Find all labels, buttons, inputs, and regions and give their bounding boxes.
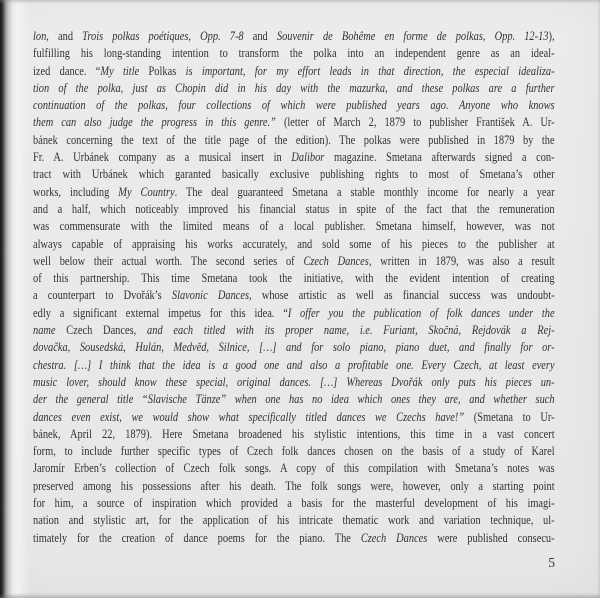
italic-text-run: tion of the polka, just as Chopin did in his day with the mazurka, and these polkas are a further (33, 79, 555, 95)
text-run: magazine. Smetana afterwards signed a con- (324, 149, 555, 165)
body-text (33, 27, 555, 546)
text-line (33, 200, 555, 217)
text-line (33, 217, 555, 234)
text-line (33, 235, 555, 252)
text-run: ), (548, 28, 555, 43)
text-run: , and (46, 28, 83, 43)
text-line (33, 269, 555, 286)
text-line (33, 408, 555, 425)
italic-text-run: name (33, 322, 67, 338)
text-line (33, 390, 555, 407)
text-line (33, 425, 555, 442)
text-run: Fr. A. Urbánek company as a musical insert in (33, 149, 292, 165)
text-line (33, 148, 555, 165)
italic-text-run: My Country (118, 183, 175, 199)
italic-text-run: Dalibor (291, 149, 325, 165)
text-line (33, 79, 555, 96)
text-run: Polkas (148, 62, 186, 78)
italic-text-run: Souvenir de Bohême en forme de polkas, Opp. 12-13 (276, 28, 549, 43)
text-line (33, 131, 555, 148)
text-run: , whose artistic as well as financial success was undoubt- (249, 287, 555, 303)
text-line (33, 113, 555, 130)
text-run: of this partnership. This time Smetana took the initiative, with the evident intention of creating (33, 270, 555, 286)
text-line (33, 477, 555, 494)
book-spine-shadow (0, 0, 30, 598)
text-run: bánek concerning the text of the title page of the edition). The polkas were published in 1879 by the (33, 131, 555, 147)
text-line (33, 338, 555, 355)
italic-text-run: lon (33, 28, 47, 43)
italic-text-run: I offer you the publication of folk dances under the (287, 304, 555, 320)
text-run: preserved among his possessions after his death. The folk songs were, however, only a starting point (33, 477, 555, 493)
text-run: were published consecu- (427, 529, 555, 545)
text-line (33, 459, 555, 476)
italic-text-run: music lover, should know these special, original dances. […] Whereas Dvořák only puts his pieces un- (33, 373, 555, 389)
text-run: fulfilling his long-standing intention to transform the polka into an independent genre as an ideal- (33, 45, 555, 61)
italic-text-run: My title (100, 62, 149, 78)
text-run: nation and stylistic art, for the application of his intricate thematic work and variation technique, ul- (33, 512, 555, 528)
text-run: always capable of appraising his works accurately, and sold some of his pieces to the publisher at (33, 235, 555, 251)
text-line (33, 529, 555, 546)
scan-edge-bottom (0, 593, 600, 598)
text-line (33, 96, 555, 113)
text-run: a counterpart to Dvořák’s (33, 287, 172, 303)
text-line (33, 44, 555, 61)
text-run: form, to include further specific types of Czech folk dances chosen on the basis of a study of Karel (33, 443, 555, 459)
italic-text-run: continuation of the polkas, four collections of which were published years ago. Anyone who knows (33, 97, 555, 113)
page-number: 5 (548, 555, 555, 570)
italic-text-run: Trois polkas poétiques, Opp. 7-8 (82, 28, 244, 43)
italic-text-run: is important, for my effort leads in that direction, the especial idealiza- (185, 62, 555, 78)
text-run: Czech Dances, (66, 322, 148, 338)
text-line (33, 27, 555, 44)
text-run: Jaromír Erben’s collection of Czech folk songs. A copy of this compilation with Smetana’s notes was (33, 460, 555, 476)
text-run: and (243, 28, 277, 43)
italic-text-run: Czech Dances (360, 529, 428, 545)
text-run: (letter of March 2, 1879 to publisher František A. Ur- (275, 114, 555, 130)
text-run: ized dance. “ (33, 62, 101, 78)
text-run: works, including (33, 183, 119, 199)
italic-text-run: them can also judge the progress in this genre.” (33, 114, 276, 130)
text-line (33, 442, 555, 459)
italic-text-run: Czech Dances (303, 252, 369, 268)
scan-edge-top (0, 0, 600, 4)
text-run: tract with Urbánek which garanted basically exclusive publishing rights to most of Smetana’s other (33, 166, 555, 182)
text-run: . The deal guaranteed Smetana a stable monthly income for nearly a year (174, 183, 555, 199)
text-line (33, 62, 555, 79)
text-line (33, 321, 555, 338)
text-line (33, 183, 555, 200)
text-line (33, 304, 555, 321)
italic-text-run: der the general title “Slavische Tänze” when one has no idea which ones they are, and whether such (33, 391, 555, 407)
text-line (33, 356, 555, 373)
text-line (33, 165, 555, 182)
italic-text-run: Slavonic Dances (171, 287, 250, 303)
italic-text-run: dovačka, Sousedská, Hulán, Medvěd, Silnice, […] and for solo piano, piano duet, and finally for or- (33, 339, 555, 355)
text-run: timately for the creation of dance poems for the piano. The (33, 529, 361, 545)
italic-text-run: dances even exist, we would show what specifically titled dances we Czechs have!” (33, 408, 465, 424)
text-run: and a half, which noticeably improved his financial status in spite of the fact that the remuneration (33, 200, 555, 216)
text-run: (Smetana to Ur- (464, 408, 555, 424)
italic-text-run: chestra. […] I think that the idea is a good one and also a profitable one. Every Czech, at least every (33, 356, 555, 372)
text-line (33, 494, 555, 511)
text-run: well below their actual worth. The second series of (33, 252, 304, 268)
text-line (33, 286, 555, 303)
italic-text-run: and each titled with its proper name, i.e. Furiant, Skočná, Rejdovák a Rej- (147, 322, 555, 338)
text-line (33, 511, 555, 528)
text-line (33, 373, 555, 390)
text-run: was commensurate with the limited means of a local publisher. Smetana himself, however, was not (33, 218, 555, 234)
text-run: bánek, April 22, 1879). Here Smetana broadened his stylistic intentions, this time in a vast concert (33, 425, 555, 441)
text-run: , written in 1879, was also a result (368, 252, 555, 268)
text-line (33, 252, 555, 269)
text-run: for him, a source of inspiration which provided a basis for the masterful development of his imagi- (33, 495, 555, 511)
text-run: edly a significant external impetus for this idea. “ (33, 304, 288, 320)
